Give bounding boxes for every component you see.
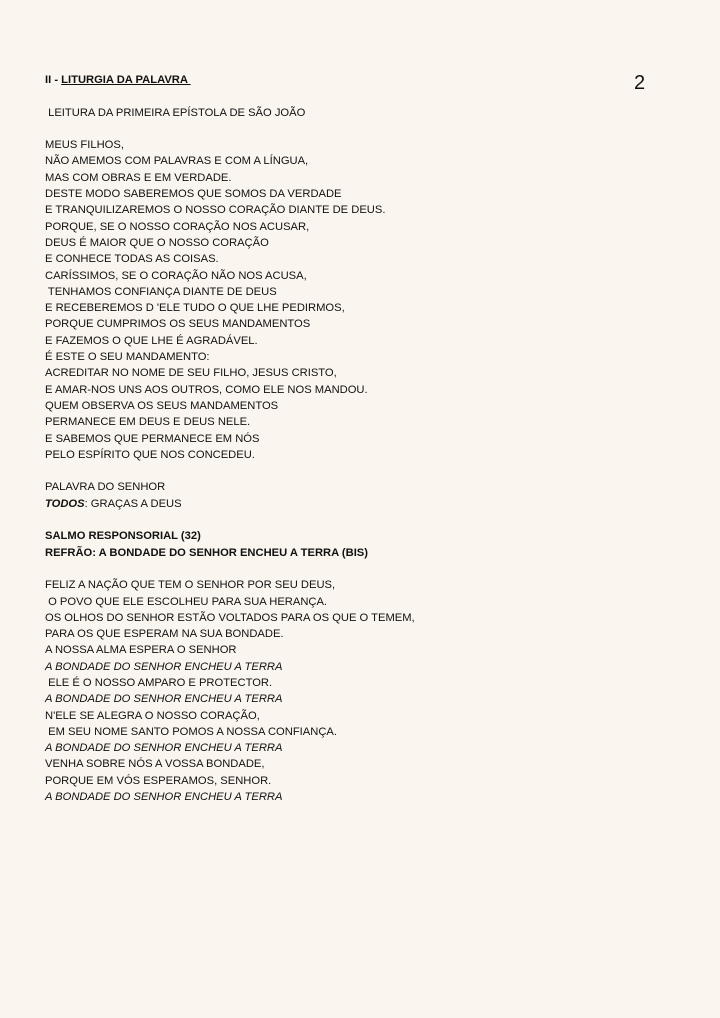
section-title: LITURGIA DA PALAVRA (61, 74, 191, 86)
psalm-line: VENHA SOBRE NÓS A VOSSA BONDADE, (45, 758, 265, 771)
response-text: : GRAÇAS A DEUS (84, 497, 182, 510)
reading-line: E FAZEMOS O QUE LHE É AGRADÁVEL. (45, 334, 258, 347)
psalm-line: O POVO QUE ELE ESCOLHEU PARA SUA HERANÇA. (45, 595, 328, 608)
psalm-line: PARA OS QUE ESPERAM NA SUA BONDADE. (45, 628, 284, 641)
psalm-refrain: REFRÃO: A BONDADE DO SENHOR ENCHEU A TERRA (BIS) (45, 546, 368, 559)
reading-line: E TRANQUILIZAREMOS O NOSSO CORAÇÃO DIANTE DE DEUS. (45, 204, 386, 217)
reading-line: E CONHECE TODAS AS COISAS. (45, 253, 219, 266)
reading-response (45, 496, 645, 512)
psalm-refrain-line: A BONDADE DO SENHOR ENCHEU A TERRA (45, 660, 283, 673)
psalm-line: ELE É O NOSSO AMPARO E PROTECTOR. (45, 676, 273, 689)
reading-line: E RECEBEREMOS D 'ELE TUDO O QUE LHE PEDIRMOS, (45, 302, 345, 315)
reading-line: E AMAR-NOS UNS AOS OUTROS, COMO ELE NOS MANDOU. (45, 383, 368, 396)
reading-line: QUEM OBSERVA OS SEUS MANDAMENTOS (45, 399, 279, 412)
reading-line: DEUS É MAIOR QUE O NOSSO CORAÇÃO (45, 236, 269, 249)
psalm-line: N'ELE SE ALEGRA O NOSSO CORAÇÃO, (45, 709, 260, 722)
reading-line: PORQUE, SE O NOSSO CORAÇÃO NOS ACUSAR, (45, 220, 310, 233)
spacer (45, 561, 645, 577)
psalm-refrain-line: A BONDADE DO SENHOR ENCHEU A TERRA (45, 693, 283, 706)
spacer (45, 463, 645, 479)
reading-line: PELO ESPÍRITO QUE NOS CONCEDEU. (45, 448, 255, 461)
reading-line: É ESTE O SEU MANDAMENTO: (45, 351, 210, 364)
psalm-line: PORQUE EM VÓS ESPERAMOS, SENHOR. (45, 774, 272, 787)
reading-line: ACREDITAR NO NOME DE SEU FILHO, JESUS CRISTO, (45, 367, 337, 380)
spacer (45, 88, 645, 104)
psalm-line: OS OLHOS DO SENHOR ESTÃO VOLTADOS PARA OS QUE O TEMEM, (45, 611, 415, 624)
reading-line: CARÍSSIMOS, SE O CORAÇÃO NÃO NOS ACUSA, (45, 269, 307, 282)
section-heading (45, 72, 645, 88)
document-body (45, 72, 645, 805)
reading-line: MEUS FILHOS, (45, 139, 124, 152)
reading-heading: LEITURA DA PRIMEIRA EPÍSTOLA DE SÃO JOÃO (45, 106, 306, 119)
reading-line: E SABEMOS QUE PERMANECE EM NÓS (45, 432, 260, 445)
psalm-text (45, 577, 645, 805)
psalm-title: SALMO RESPONSORIAL (32) (45, 530, 201, 543)
response-label: TODOS (45, 497, 85, 510)
spacer (45, 512, 645, 528)
psalm-refrain-line: A BONDADE DO SENHOR ENCHEU A TERRA (45, 791, 283, 804)
reading-line: DESTE MODO SABEREMOS QUE SOMOS DA VERDADE (45, 188, 342, 201)
page-number: 2 (634, 72, 646, 94)
reading-line: TENHAMOS CONFIANÇA DIANTE DE DEUS (45, 285, 277, 298)
reading-text (45, 137, 645, 463)
reading-line: MAS COM OBRAS E EM VERDADE. (45, 171, 232, 184)
reading-line: PERMANECE EM DEUS E DEUS NELE. (45, 416, 251, 429)
spacer (45, 121, 645, 137)
psalm-line: A NOSSA ALMA ESPERA O SENHOR (45, 644, 237, 657)
psalm-line: EM SEU NOME SANTO POMOS A NOSSA CONFIANÇA. (45, 725, 337, 738)
section-prefix: II - (45, 74, 62, 86)
psalm-refrain-line: A BONDADE DO SENHOR ENCHEU A TERRA (45, 742, 283, 755)
psalm-line: FELIZ A NAÇÃO QUE TEM O SENHOR POR SEU DEUS, (45, 579, 336, 592)
reading-closing: PALAVRA DO SENHOR (45, 481, 166, 494)
reading-line: PORQUE CUMPRIMOS OS SEUS MANDAMENTOS (45, 318, 311, 331)
reading-line: NÃO AMEMOS COM PALAVRAS E COM A LÍNGUA, (45, 155, 309, 168)
